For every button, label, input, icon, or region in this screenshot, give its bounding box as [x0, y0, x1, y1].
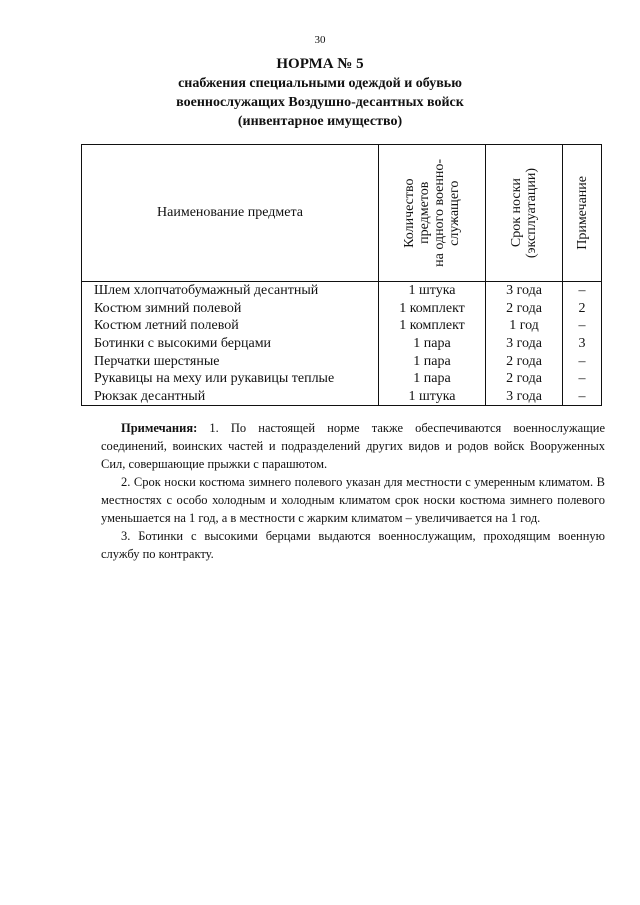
row-note: 3 — [563, 335, 602, 353]
row-note: – — [563, 388, 602, 406]
header-quantity — [379, 145, 486, 282]
note-1-text: 1. По настоящей норме также обеспечиваются военнослужащие соединений, воинских частей и подразделений других видов и родов войск Вооруженных Сил, совершающие прыжки с парашютом. — [101, 421, 605, 471]
row-note: – — [563, 370, 602, 388]
row-item-name: Шлем хлопчатобумажный десантный — [82, 282, 379, 300]
table-row — [82, 300, 602, 318]
row-quantity: 1 пара — [379, 352, 486, 370]
row-quantity: 1 штука — [379, 388, 486, 406]
row-quantity: 1 комплект — [379, 300, 486, 318]
header-term-text: Срок носки (эксплуатации) — [509, 167, 539, 259]
header-term — [486, 145, 563, 282]
row-item-name: Ботинки с высокими берцами — [82, 335, 379, 353]
table-row — [82, 370, 602, 388]
document-title — [0, 54, 640, 131]
notes-section — [101, 419, 605, 563]
row-term: 2 года — [486, 370, 563, 388]
row-item-name: Костюм зимний полевой — [82, 300, 379, 318]
row-item-name: Рукавицы на меху или рукавицы теплые — [82, 370, 379, 388]
row-term: 3 года — [486, 335, 563, 353]
header-item-name: Наименование предмета — [82, 145, 379, 282]
page-number: 30 — [314, 34, 326, 46]
row-quantity: 1 пара — [379, 335, 486, 353]
row-quantity: 1 штука — [379, 282, 486, 300]
note-2: 2. Срок носки костюма зимнего полевого указан для местности с умеренным климатом. В местностях с особо холодным и холодным климатом срок носки костюма зимнего полевого уменьшается на 1 год, а в местности с жарким климатом – увеличивается на 1 год. — [101, 475, 605, 525]
note-1 — [101, 419, 605, 473]
table-row — [82, 335, 602, 353]
row-term: 3 года — [486, 388, 563, 406]
row-term: 1 год — [486, 317, 563, 335]
notes-label: Примечания: — [121, 421, 198, 435]
table-header-row — [82, 145, 602, 282]
table-row — [82, 352, 602, 370]
row-item-name: Перчатки шерстяные — [82, 352, 379, 370]
row-term: 2 года — [486, 352, 563, 370]
row-note: – — [563, 317, 602, 335]
row-term: 2 года — [486, 300, 563, 318]
row-note: – — [563, 352, 602, 370]
row-item-name: Рюкзак десантный — [82, 388, 379, 406]
norm-subtitle-line-2: военнослужащих Воздушно-десантных войск — [176, 95, 464, 110]
note-3: 3. Ботинки с высокими берцами выдаются военнослужащим, проходящим военную службу по контракту. — [101, 529, 605, 561]
row-note: 2 — [563, 300, 602, 318]
header-note-text: Примечание — [574, 176, 590, 250]
norm-title: НОРМА № 5 — [276, 56, 364, 72]
header-note — [563, 145, 602, 282]
row-quantity: 1 комплект — [379, 317, 486, 335]
row-term: 3 года — [486, 282, 563, 300]
norm-subtitle-line-1: снабжения специальными одеждой и обувью — [178, 76, 462, 91]
table-row — [82, 317, 602, 335]
norm-subtitle-line-3: (инвентарное имущество) — [237, 114, 403, 129]
row-quantity: 1 пара — [379, 370, 486, 388]
table-row — [82, 282, 602, 300]
row-item-name: Костюм летний полевой — [82, 317, 379, 335]
header-quantity-text: Количество предметов на одного военно- служащего — [402, 159, 462, 267]
norm-table — [81, 144, 602, 406]
row-note: – — [563, 282, 602, 300]
table-row — [82, 388, 602, 406]
